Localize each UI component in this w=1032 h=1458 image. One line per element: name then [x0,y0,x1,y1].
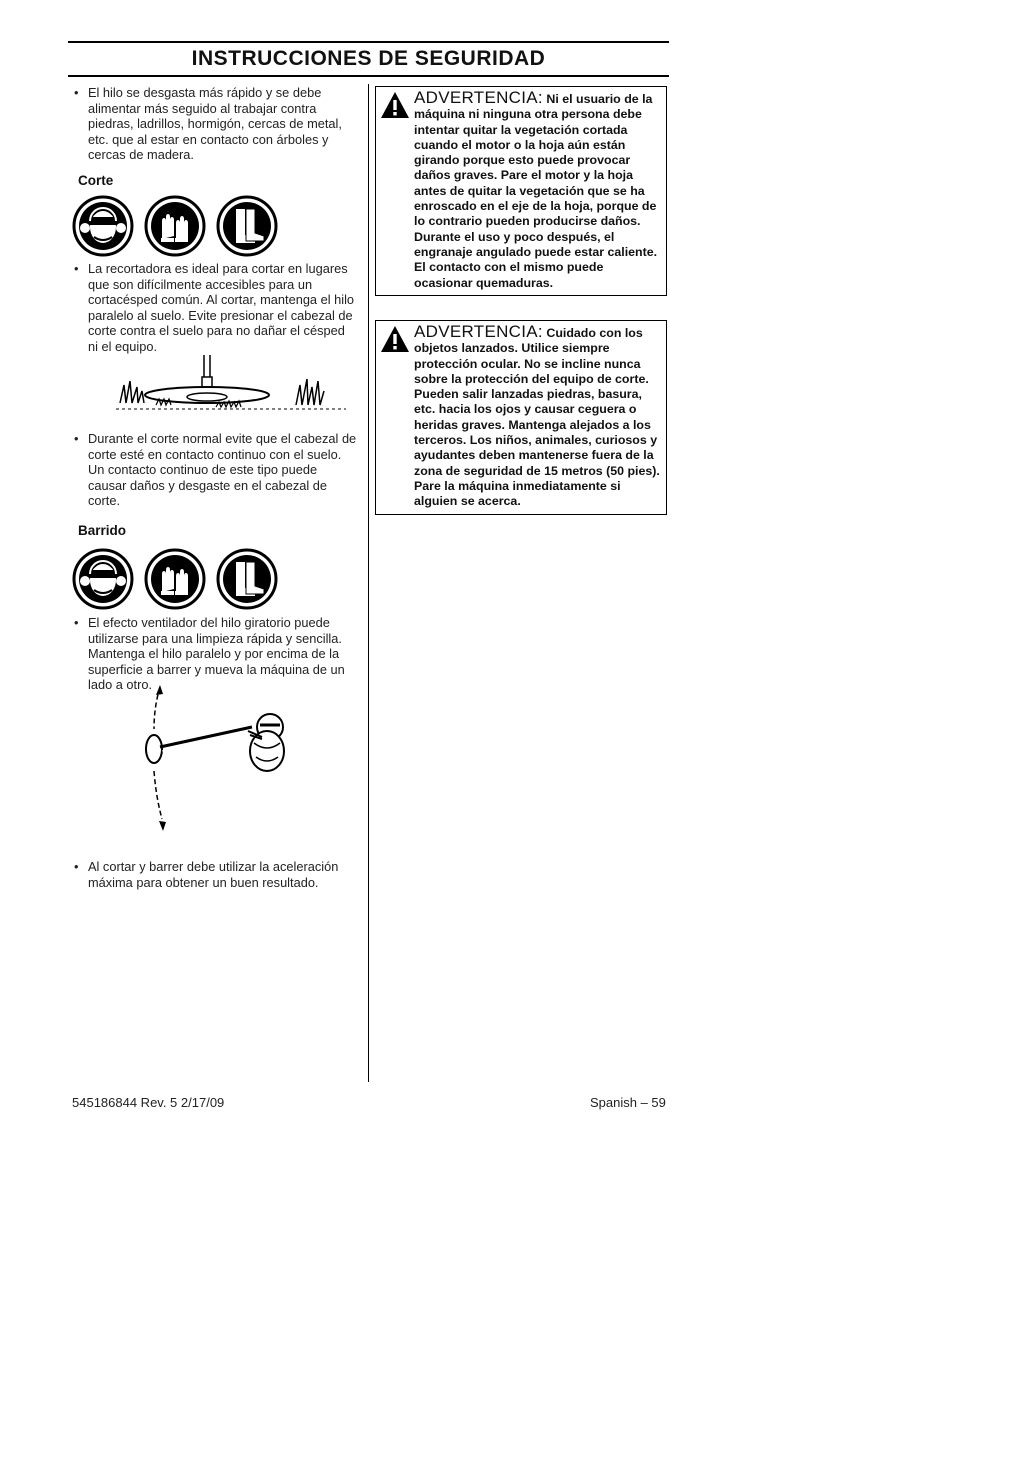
warning-text [382,324,660,510]
warning-text [382,90,660,291]
list-item: • La recortadora es ideal para cortar en lugares que son difícilmente accesibles para un cortacésped común. Al cortar, mantenga el hilo paralelo al suelo. Evite presionar el cabezal de corte contra el suelo para no dañar el césped ni el equipo. [72,261,358,354]
boots-icon [216,548,278,610]
list-item: • El efecto ventilador del hilo giratorio puede utilizarse para una limpieza rápida y sencilla. Mantenga el hilo paralelo y por encima de la superficie a barrer y mueva la máquina de un lado a otro. [72,615,358,693]
header-rule-top [68,41,669,43]
sweeping-illustration [132,685,302,835]
warning-keyword: ADVERTENCIA: [414,88,543,107]
warning-body: Cuidado con los objetos lanzados. Utilice siempre protección ocular. No se incline nunca sobre la protección del equipo de corte. Pueden salir lanzadas piedras, basura, etc. hacia los ojos y causar ceguera o heridas graves. Mantenga alejados a los terceros. Los niños, animales, curiosos y ayudantes deben mantenerse fuera de la zona de seguridad de 15 metros (50 pies). Pare la máquina inmediatamente si alguien se acerca. [414,326,660,509]
warning-box [375,320,667,515]
ppe-icon-row-barrido [72,548,278,610]
boots-icon [216,195,278,257]
page-title: INSTRUCCIONES DE SEGURIDAD [191,47,546,70]
trimmer-cutting-illustration [116,353,346,413]
bullet-text: Durante el corte normal evite que el cabezal de corte esté en contacto continuo con el suelo. Un contacto continuo de este tipo puede causar daños y desgaste en el cabezal de corte. [88,431,357,508]
gloves-icon [144,195,206,257]
bullet-text: Al cortar y barrer debe utilizar la aceleración máxima para obtener un buen resultado. [88,859,339,890]
face-protection-icon [72,548,134,610]
face-protection-icon [72,195,134,257]
gloves-icon [144,548,206,610]
warning-keyword: ADVERTENCIA: [414,322,543,341]
bullet-text: El hilo se desgasta más rápido y se debe alimentar más seguido al trabajar contra piedras, ladrillos, hormigón, cercas de metal, etc. que al estar en contacto con árboles y cercas de madera. [88,85,342,162]
document-id: 545186844 Rev. 5 2/17/09 [72,1095,225,1110]
ppe-icon-row-corte [72,195,278,257]
list-item: • Al cortar y barrer debe utilizar la aceleración máxima para obtener un buen resultado. [72,859,358,890]
warning-body: Ni el usuario de la máquina ni ninguna otra persona debe intentar quitar la vegetación cortada cuando el motor o la hoja aún están girando porque esto puede provocar daños graves. Pare el motor y la hoja antes de quitar la vegetación que se ha enroscado en el eje de la hoja, porque de lo contrario pueden producirse daños. Durante el uso y poco después, el engranaje angulado puede estar caliente. El contacto con el mismo puede ocasionar quemaduras. [414,92,658,290]
bullet-text: La recortadora es ideal para cortar en lugares que son difícilmente accesibles para un cortacésped común. Al cortar, mantenga el hilo paralelo al suelo. Evite presionar el cabezal de corte contra el suelo para no dañar el césped ni el equipo. [88,261,355,354]
warning-box [375,86,667,296]
list-item: • Durante el corte normal evite que el cabezal de corte esté en contacto continuo con el suelo. Un contacto continuo de este tipo puede causar daños y desgaste en el cabezal de corte. [74,431,357,508]
section-heading-corte: Corte [78,173,114,188]
section-heading-barrido: Barrido [78,523,127,538]
warning-triangle-icon [380,325,410,353]
warning-triangle-icon [380,91,410,119]
page-number: Spanish – 59 [590,1095,666,1110]
list-item: • El hilo se desgasta más rápido y se debe alimentar más seguido al trabajar contra piedras, ladrillos, hormigón, cercas de metal, etc. que al estar en contacto con árboles y cercas de madera. [72,85,358,163]
bullet-text: El efecto ventilador del hilo giratorio puede utilizarse para una limpieza rápida y sencilla. Mantenga el hilo paralelo y por encima de la superficie a barrer y mueva la máquina de un lado a otro. [88,615,345,692]
column-divider [368,84,369,1082]
header-rule-bottom [68,75,669,77]
